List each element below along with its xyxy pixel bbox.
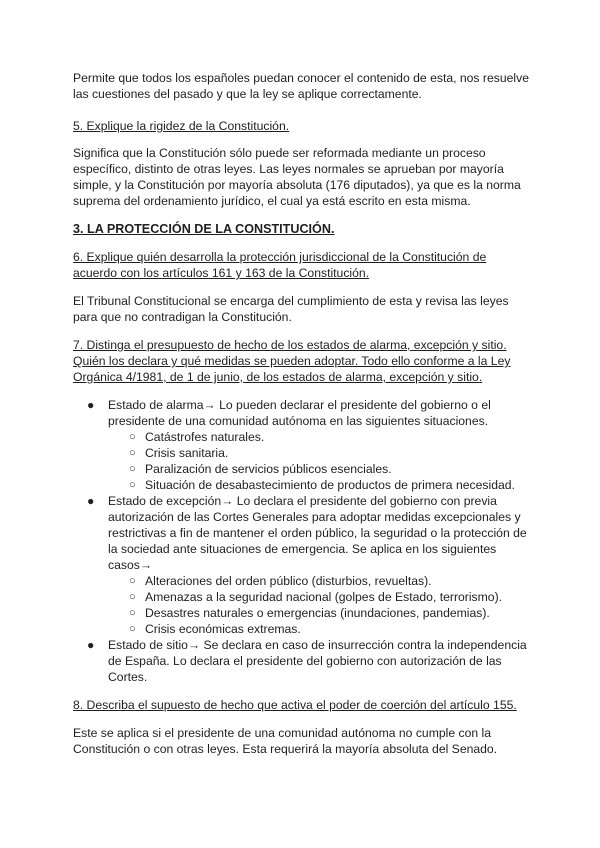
sub-list-item: ○ Desastres naturales o emergencias (inundaciones, pandemias). <box>129 606 490 620</box>
circle-bullet-icon: ○ <box>129 607 136 619</box>
bullet-icon: ● <box>87 638 95 652</box>
question-8: 8. Describa el supuesto de hecho que activa el poder de coerción del artículo 155. <box>73 698 517 712</box>
list-item-excepcion <box>73 493 533 637</box>
question-6: 6. Explique quién desarrolla la protección jurisdiccional de la Constitución de acuerdo con los artículos 161 y 163 de la Constitución. <box>73 250 487 280</box>
bullet-icon: ● <box>87 398 95 412</box>
question-5: 5. Explique la rigidez de la Constitución. <box>73 119 290 133</box>
sub-list-item: ○ Catástrofes naturales. <box>129 430 265 444</box>
circle-bullet-icon: ○ <box>129 431 136 443</box>
list-item-alarma <box>73 397 533 493</box>
answer-6: El Tribunal Constitucional se encarga del cumplimiento de esta y revisa las leyes para que no contradigan la Constitución. <box>73 294 509 324</box>
sub-list-item: ○ Alteraciones del orden público (disturbios, revueltas). <box>129 574 432 588</box>
list-item-text: Estado de sitio→ Se declara en caso de insurrección contra la independencia de España. Lo declara el presidente del gobierno con autorización de las Cortes. <box>108 638 527 684</box>
question-7: 7. Distinga el presupuesto de hecho de los estados de alarma, excepción y sitio. Quién los declara y qué medidas se pueden adoptar. Todo ello conforme a la Ley Orgánica 4/1981, de 1 de junio, de los estados de alarma, excepción y sitio. <box>73 338 511 384</box>
circle-bullet-icon: ○ <box>129 463 136 475</box>
circle-bullet-icon: ○ <box>129 575 136 587</box>
sub-list-item: ○ Crisis económicas extremas. <box>129 622 301 636</box>
intro-paragraph: Permite que todos los españoles puedan conocer el contenido de esta, nos resuelve las cuestiones del pasado y que la ley se aplique correctamente. <box>73 71 529 101</box>
sub-list-item: ○ Crisis sanitaria. <box>129 446 229 460</box>
sub-list-item: ○ Situación de desabastecimiento de productos de primera necesidad. <box>129 478 515 492</box>
circle-bullet-icon: ○ <box>129 623 136 635</box>
bullet-icon: ● <box>87 494 95 508</box>
section-heading-3: 3. LA PROTECCIÓN DE LA CONSTITUCIÓN. <box>73 222 335 236</box>
list-item-sitio <box>73 637 533 685</box>
sub-list-item: ○ Paralización de servicios públicos esenciales. <box>129 462 392 476</box>
answer-8: Este se aplica si el presidente de una comunidad autónoma no cumple con la Constitución o con otras leyes. Esta requerirá la mayoría absoluta del Senado. <box>73 726 498 756</box>
sub-list-item: ○ Amenazas a la seguridad nacional (golpes de Estado, terrorismo). <box>129 590 503 604</box>
answer-5: Significa que la Constitución sólo puede ser reformada mediante un proceso específico, distinto de otras leyes. Las leyes normales se aprueban por mayoría simple, y la Constitución por mayoría absoluta (176 diputados), ya que es la norma suprema del ordenamiento jurídico, el cual ya está escrito en esta misma. <box>73 146 521 208</box>
list-item-text: Estado de alarma→ Lo pueden declarar el presidente del gobierno o el presidente de una comunidad autónoma en las siguientes situaciones. <box>108 398 491 428</box>
circle-bullet-icon: ○ <box>129 447 136 459</box>
circle-bullet-icon: ○ <box>129 591 136 603</box>
states-list <box>73 397 533 685</box>
list-item-text: Estado de excepción→ Lo declara el presidente del gobierno con previa autorización de las Cortes Generales para adoptar medidas excepcionales y restrictivas a fin de mantener el orden público, la seguridad o la protección de la sociedad ante situaciones de emergencia. Se aplica en los siguientes casos→ <box>108 494 527 572</box>
circle-bullet-icon: ○ <box>129 479 136 491</box>
